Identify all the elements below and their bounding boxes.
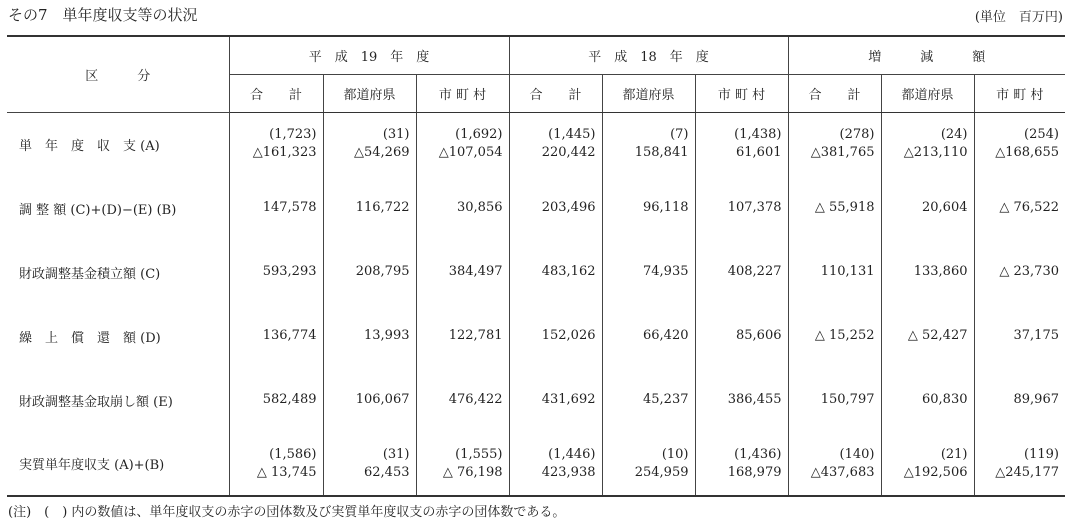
cell-count: (1,438)	[734, 127, 782, 143]
table-cell	[602, 240, 695, 304]
table-cell	[788, 176, 881, 240]
unit-label: (単位 百万円)	[974, 10, 1063, 25]
table-cell	[323, 112, 416, 176]
header-sub: 合 計	[788, 74, 881, 112]
table-cell	[881, 176, 974, 240]
table-cell	[323, 368, 416, 432]
header-group-h19: 平 成 19 年 度	[229, 36, 509, 74]
cell-value: 431,692	[541, 392, 596, 407]
cell-value: △ 55,918	[814, 200, 875, 215]
row-label: 単 年 度 収 支 (A)	[7, 112, 229, 176]
header-sub: 市 町 村	[695, 74, 788, 112]
table-cell	[881, 240, 974, 304]
table-cell	[229, 240, 323, 304]
table-cell	[229, 368, 323, 432]
cell-value: △ 76,522	[999, 200, 1059, 215]
cell-value: 147,578	[262, 200, 317, 215]
table-row	[7, 112, 1065, 176]
row-label: 財政調整基金積立額 (C)	[7, 240, 229, 304]
cell-value: 45,237	[643, 392, 689, 407]
cell-value: 483,162	[541, 264, 596, 279]
cell-value: △437,683	[810, 464, 875, 480]
cell-value: △161,323	[252, 145, 317, 161]
cell-value: △381,765	[810, 145, 875, 161]
cell-count: (21)	[940, 446, 968, 462]
cell-count: (1,446)	[548, 446, 596, 462]
table-cell	[229, 304, 323, 368]
cell-value: 168,979	[727, 464, 782, 480]
cell-count: (1,692)	[455, 127, 503, 143]
table-cell	[974, 432, 1065, 496]
cell-value: 150,797	[820, 392, 875, 407]
cell-value: 208,795	[355, 264, 410, 279]
table-cell	[509, 432, 602, 496]
table-row	[7, 176, 1065, 240]
row-label: 調 整 額 (C)+(D)−(E) (B)	[7, 176, 229, 240]
cell-value: 60,830	[922, 392, 968, 407]
header-sub: 都道府県	[602, 74, 695, 112]
table-cell	[788, 304, 881, 368]
cell-value: 423,938	[541, 464, 596, 480]
table-cell	[695, 304, 788, 368]
cell-value: 220,442	[541, 145, 596, 161]
table-cell	[695, 240, 788, 304]
table-row	[7, 432, 1065, 496]
cell-count: (7)	[670, 127, 689, 143]
table-cell	[602, 112, 695, 176]
cell-count: (24)	[940, 127, 968, 143]
table-cell	[229, 176, 323, 240]
table-cell	[509, 176, 602, 240]
table-cell	[881, 112, 974, 176]
cell-value: 62,453	[364, 464, 410, 480]
cell-value: 116,722	[355, 200, 410, 215]
cell-count: (31)	[382, 127, 410, 143]
header-sub: 市 町 村	[974, 74, 1065, 112]
cell-value: 85,606	[736, 328, 782, 343]
table-cell	[602, 368, 695, 432]
cell-count: (10)	[661, 446, 689, 462]
table-cell	[323, 432, 416, 496]
cell-value: △213,110	[903, 145, 968, 161]
cell-value: 254,959	[634, 464, 689, 480]
table-cell	[323, 304, 416, 368]
table-cell	[602, 304, 695, 368]
header-sub: 合 計	[229, 74, 323, 112]
table-cell	[788, 368, 881, 432]
header-sub: 市 町 村	[416, 74, 509, 112]
table-cell	[974, 304, 1065, 368]
table-cell	[416, 368, 509, 432]
cell-value: 30,856	[457, 200, 503, 215]
cell-value: 408,227	[727, 264, 782, 279]
table-cell	[788, 112, 881, 176]
cell-value: 74,935	[643, 264, 689, 279]
table-cell	[602, 432, 695, 496]
cell-value: 582,489	[262, 392, 317, 407]
cell-count: (1,445)	[548, 127, 596, 143]
cell-value: 133,860	[913, 264, 968, 279]
cell-count: (278)	[839, 127, 875, 143]
cell-value: 89,967	[1013, 392, 1059, 407]
cell-value: △ 15,252	[814, 328, 875, 343]
table-cell	[695, 176, 788, 240]
table-cell	[788, 240, 881, 304]
row-label: 財政調整基金取崩し額 (E)	[7, 368, 229, 432]
table-cell	[416, 240, 509, 304]
cell-count: (31)	[382, 446, 410, 462]
header-sub: 都道府県	[881, 74, 974, 112]
cell-count: (140)	[839, 446, 875, 462]
row-label: 実質単年度収支 (A)+(B)	[7, 432, 229, 496]
table-cell	[416, 304, 509, 368]
cell-value: 152,026	[541, 328, 596, 343]
cell-value: 136,774	[262, 328, 317, 343]
header-row-groups	[7, 36, 1065, 74]
footnote: (注) ( ) 内の数値は、単年度収支の赤字の団体数及び実質単年度収支の赤字の団体数である。	[8, 505, 566, 520]
cell-value: 384,497	[448, 264, 503, 279]
table-cell	[788, 432, 881, 496]
header-sub: 都道府県	[323, 74, 416, 112]
table-cell	[509, 112, 602, 176]
table-cell	[416, 176, 509, 240]
cell-value: △ 23,730	[999, 264, 1059, 279]
table-cell	[602, 176, 695, 240]
cell-value: △54,269	[354, 145, 410, 161]
cell-count: (254)	[1024, 127, 1059, 143]
table-cell	[881, 432, 974, 496]
header-sub: 合 計	[509, 74, 602, 112]
cell-value: △107,054	[438, 145, 503, 161]
table-cell	[695, 368, 788, 432]
balance-table	[7, 35, 1065, 497]
cell-value: 61,601	[736, 145, 782, 161]
table-cell	[416, 112, 509, 176]
cell-value: 203,496	[541, 200, 596, 215]
table-cell	[509, 240, 602, 304]
cell-value: 20,604	[922, 200, 968, 215]
cell-value: 106,067	[355, 392, 410, 407]
cell-count: (1,586)	[269, 446, 317, 462]
table-cell	[695, 432, 788, 496]
cell-value: 122,781	[448, 328, 503, 343]
cell-value: △168,655	[995, 145, 1059, 161]
cell-value: 96,118	[643, 200, 689, 215]
cell-value: 107,378	[727, 200, 782, 215]
table-cell	[509, 368, 602, 432]
cell-value: 386,455	[727, 392, 782, 407]
cell-value: 110,131	[820, 264, 875, 279]
table-cell	[881, 304, 974, 368]
table-cell	[323, 240, 416, 304]
cell-value: 37,175	[1013, 328, 1059, 343]
table-cell	[416, 432, 509, 496]
table-cell	[974, 112, 1065, 176]
table-cell	[974, 176, 1065, 240]
cell-count: (1,436)	[734, 446, 782, 462]
table-cell	[974, 240, 1065, 304]
cell-value: 158,841	[634, 145, 689, 161]
cell-value: △ 52,427	[907, 328, 968, 343]
cell-value: 476,422	[448, 392, 503, 407]
header-group-change: 増 減 額	[788, 36, 1065, 74]
cell-count: (119)	[1024, 446, 1059, 462]
header-group-h18: 平 成 18 年 度	[509, 36, 788, 74]
table-cell	[509, 304, 602, 368]
table-row	[7, 368, 1065, 432]
cell-value: 593,293	[262, 264, 317, 279]
cell-count: (1,555)	[455, 446, 503, 462]
table-row	[7, 304, 1065, 368]
cell-value: △ 13,745	[256, 464, 317, 480]
header-kubun: 区 分	[7, 36, 229, 112]
cell-value: △ 76,198	[442, 464, 503, 480]
cell-value: △245,177	[995, 464, 1059, 480]
table-cell	[881, 368, 974, 432]
page-title: その7 単年度収支等の状況	[8, 6, 198, 24]
cell-count: (1,723)	[269, 127, 317, 143]
table-cell	[229, 432, 323, 496]
cell-value: 66,420	[643, 328, 689, 343]
table-cell	[695, 112, 788, 176]
table-row	[7, 240, 1065, 304]
cell-value: △192,506	[903, 464, 968, 480]
cell-value: 13,993	[364, 328, 410, 343]
table-cell	[229, 112, 323, 176]
table-cell	[323, 176, 416, 240]
table-cell	[974, 368, 1065, 432]
row-label: 繰 上 償 還 額 (D)	[7, 304, 229, 368]
